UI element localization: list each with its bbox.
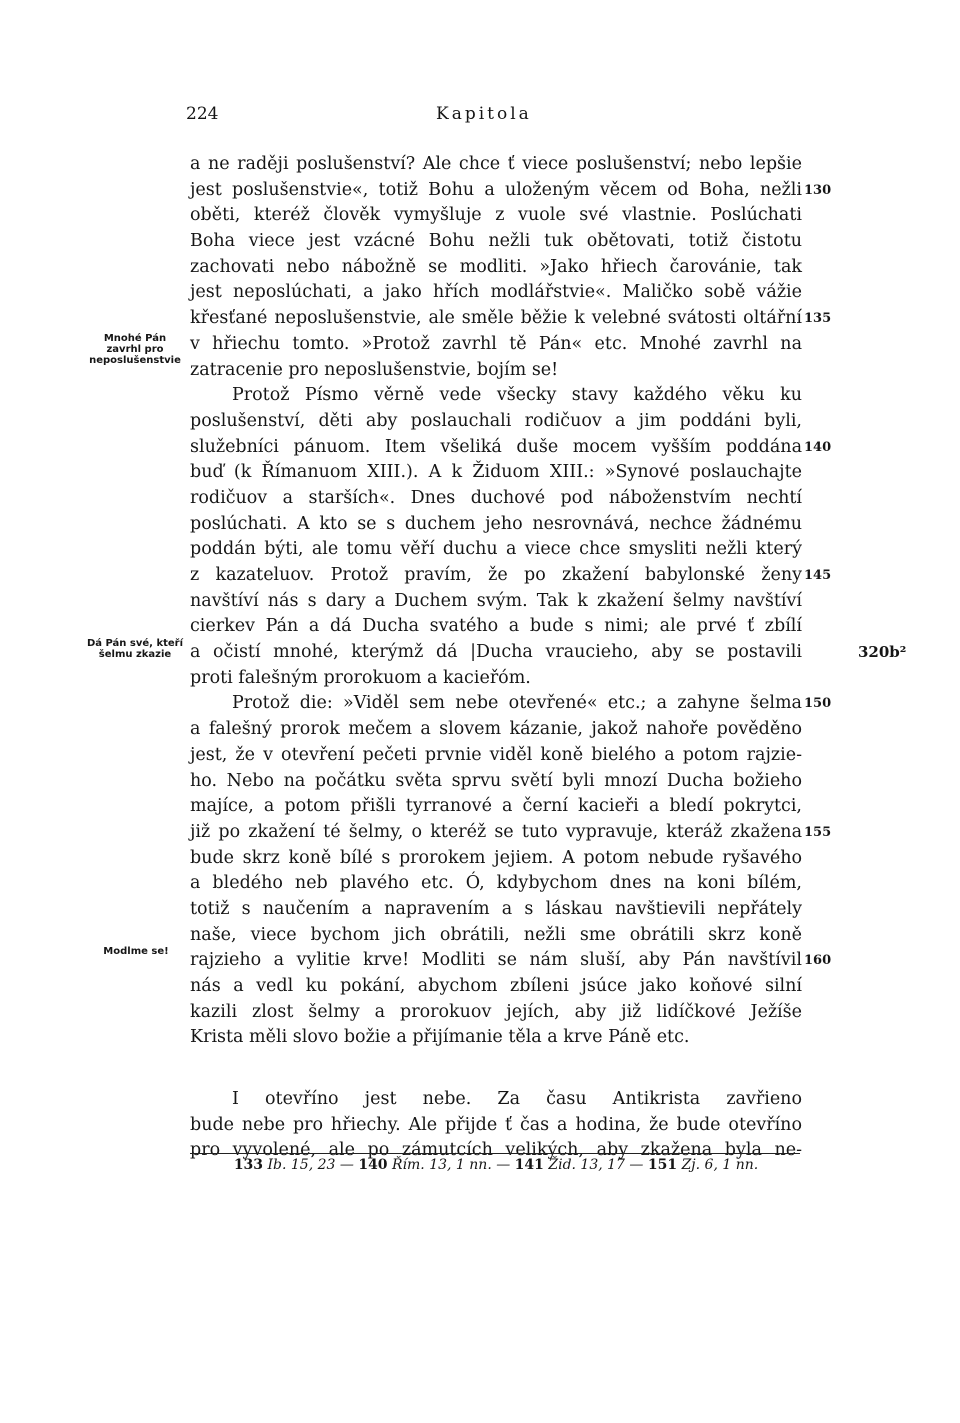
footnote-number: 151 (647, 1157, 678, 1173)
text-line: bude nebe pro hřiechy. Ale přijde ť čas a hodina, že bude otevříno (190, 1114, 802, 1135)
line-number: 145 (804, 568, 832, 583)
main-text (190, 152, 907, 1164)
text-line: pro vyvolené, ale po zámutcích velikých, aby zkažena byla ne- (190, 1140, 802, 1161)
text-line: Krista měli slovo božie a přijímanie těla a krve Páně etc. (190, 1027, 690, 1048)
text-line: totiž s naučením a napravením a s láskau navštievili nepřátely (190, 898, 802, 919)
text-line: rajzieho a vylitie krve! Modliti se nám sluší, aby Pán navštívil 160 (190, 948, 802, 974)
text-line: z kazateluov. Protož pravím, že po zkažení babylonské ženy 145 (190, 563, 802, 589)
footnote-reference: Zj. 6, 1 nn. (681, 1157, 759, 1173)
text-line: zachovati nebo nábožně se modliti. »Jako hřiech čarovánie, tak (190, 256, 802, 277)
text-line: naše, viece bychom jich obrátili, nežli sme obrátili skrz koně (190, 924, 802, 945)
line-number: 155 (804, 824, 832, 840)
text-line: buď (k Římanuom XIII.). A k Židuom XIII.: »Synové poslauchajte (190, 462, 802, 483)
text-line: zatracenie pro neposlušenstvie, bojím se! (190, 359, 559, 380)
footnote-reference: Žid. 13, 17 (548, 1157, 625, 1173)
footnote-number: 133 (233, 1157, 264, 1173)
text-line: Boha viece jest vzácné Bohu nežli tuk obětovati, totiž čistotu (190, 231, 802, 252)
text-line: a očistí mnohé, kterýmž dá |Ducha vraucieho, aby se postavili 320b² (190, 640, 802, 666)
line-number: 160 (804, 953, 832, 969)
text-line: rodičuov a starších«. Dnes duchové pod náboženstvím nechtí (190, 487, 802, 508)
page-header (186, 104, 786, 128)
text-line: služebníci pánuom. Item všeliká duše mocem vyšším poddána 140 (190, 435, 802, 461)
text-line: I otevříno jest nebe. Za času Antikrista zavřieno (232, 1089, 802, 1110)
text-line: majíce, a potom přišli tyrranové a černí kacieři a bledí pokrytci, (190, 796, 802, 817)
footnote-reference: Řím. 13, 1 nn. (392, 1157, 492, 1173)
text-line: a bledého neb plavého etc. Ó, kdybychom dnes na koni bílém, (190, 873, 802, 894)
text-line: kazili zlost šelmy a prorokuov jejích, aby již lidíčkové Ježíše (190, 1001, 802, 1022)
text-line: jest poslušenstvie«, totiž Bohu a uloženým věcem od Boha, nežli 130 (190, 178, 802, 204)
text-line: nás a vedl ku pokání, abychom zbíleni jsúce jako koňové silní (190, 976, 802, 996)
text-line: křesťané neposlušenstvie, ale směle běžie k velebné svátosti oltářní 135 (190, 306, 802, 332)
text-line: oběti, kteréž člověk vymyšluje z vuole své vlastnie. Poslúchati (190, 205, 802, 226)
footnote-reference: Ib. 15, 23 (267, 1157, 336, 1173)
text-line: již po zkažení té šelmy, o kteréž se tuto vypravuje, kteráž zkažena 155 (190, 820, 802, 846)
text-line: Protož die: »Viděl sem nebe otevřené« etc.; a zahyne šelma 150 (190, 691, 802, 717)
margin-note: Dá Pán své, kteří šelmu zkazie (86, 638, 184, 660)
text-line: Protož Písmo věrně vede všecky stavy každého věku ku (232, 385, 802, 406)
text-line: poslúchati. A kto se s duchem jeho nesrovnává, nechce žádnému (190, 513, 802, 534)
line-number: 135 (804, 311, 832, 327)
text-line: v hřiechu tomto. »Protož zavrhl tě Pán« etc. Mnohé zavrhl na (190, 333, 802, 354)
text-line: proti falešným prorokuom a kacieřóm. (190, 667, 531, 688)
margin-note: Modlme se! (103, 946, 169, 957)
text-line: poslušenství, děti aby poslauchali rodičuov a jim poddáni byli, (190, 410, 802, 431)
text-line: poddán býti, ale tomu věří duchu a viece chce smysliti nežli který (190, 539, 802, 560)
text-line: ho. Nebo na počátku světa sprvu světí byli mnozí Ducha božieho (190, 770, 802, 791)
line-number: 130 (804, 182, 832, 198)
text-line: jest neposlúchati, a jako hřích modlářstvie«. Maličko sobě vážie (190, 282, 802, 303)
line-number: 140 (804, 439, 832, 455)
text-line: a falešný prorok mečem a slovem kázanie, jakož nahoře pověděno (190, 719, 802, 740)
running-title: Kapitola (436, 104, 532, 124)
margin-note: Mnohé Pán zavrhl pro neposlušenstvie (89, 333, 181, 366)
folio-mark: 320b² (858, 643, 907, 662)
text-line: cierkev Pán a dá Ducha svatého a bude s nimi; ale prvé ť zbílí (190, 616, 802, 637)
line-number: 150 (804, 696, 832, 712)
footnotes: 133 Ib. 15, 23 — 140 Řím. 13, 1 nn. — 141 Žid. 13, 17 — 151 Zj. 6, 1 nn. (233, 1157, 759, 1173)
footnote-number: 140 (358, 1157, 388, 1173)
text-line: navštíví nás s dary a Duchem svým. Tak k zkažení šelmy navštíví (190, 590, 802, 611)
page-number: 224 (186, 104, 219, 124)
text-line: a ne raději poslušenství? Ale chce ť viece poslušenství; nebo lepšie (190, 154, 802, 174)
footnote-number: 141 (514, 1157, 544, 1173)
text-line: jest, že v otevření pečeti prvnie viděl koně bielého a potom rajzie- (190, 744, 802, 765)
text-line: bude skrz koně bílé s prorokem jejiem. A potom nebude ryšavého (190, 847, 802, 868)
